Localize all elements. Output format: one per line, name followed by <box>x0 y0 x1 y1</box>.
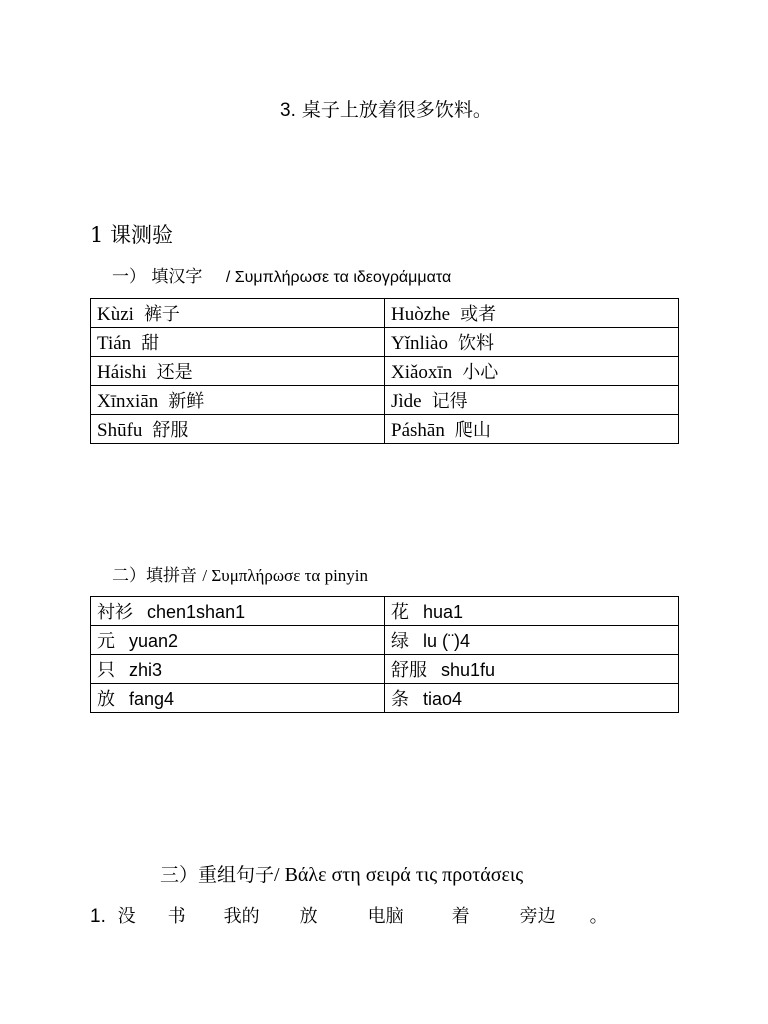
section-2-heading-chinese: 二）填拼音 <box>112 566 197 586</box>
cell-hanzi: 还是 <box>156 362 193 383</box>
table-row <box>91 684 679 713</box>
cell-hanzi: 元 <box>97 631 115 652</box>
table-cell <box>385 655 679 684</box>
cell-pinyin: Jìde <box>391 391 422 412</box>
reorder-word: 着 <box>451 906 470 927</box>
reorder-number: 1. <box>90 906 106 927</box>
table-cell <box>91 597 385 626</box>
sentence-number: 3. <box>280 100 296 121</box>
cell-hanzi: 绿 <box>391 631 409 652</box>
cell-hanzi: 放 <box>97 689 115 710</box>
section-1-heading-chinese: 一） 填汉字 <box>112 267 203 287</box>
table-cell <box>385 684 679 713</box>
table-row <box>91 328 679 357</box>
section-3-heading-greek: / Βάλε στη σειρά τις προτάσεις <box>274 864 524 886</box>
cell-pinyin: yuan2 <box>129 631 179 651</box>
cell-pinyin: chen1shan1 <box>147 602 246 622</box>
table-row <box>91 415 679 444</box>
table-cell <box>91 299 385 328</box>
section-3-heading-chinese: 三）重组句子 <box>160 864 275 886</box>
reorder-word: 我的 <box>223 906 260 927</box>
table-row <box>91 597 679 626</box>
table-row <box>91 299 679 328</box>
section-2-heading-greek: / Συμπλήρωσε τα pinyin <box>202 566 369 585</box>
table-cell <box>385 357 679 386</box>
reorder-word: 书 <box>167 906 186 927</box>
cell-pinyin: zhi3 <box>129 660 163 680</box>
table-cell <box>385 597 679 626</box>
cell-pinyin: Shūfu <box>97 420 143 441</box>
cell-pinyin: shu1fu <box>441 660 496 680</box>
cell-pinyin: lu (¨)4 <box>423 631 471 651</box>
reorder-exercise-1 <box>90 902 608 928</box>
cell-pinyin: Háishi <box>97 362 147 383</box>
section-2-heading <box>112 561 368 586</box>
section-3-heading <box>160 860 523 887</box>
cell-pinyin: fang4 <box>129 689 175 709</box>
table-cell <box>91 357 385 386</box>
cell-pinyin: Xiǎoxīn <box>391 362 453 383</box>
reorder-word: 没 <box>117 906 136 927</box>
table-cell <box>91 655 385 684</box>
reorder-word: 放 <box>299 906 318 927</box>
fill-pinyin-table <box>90 596 679 713</box>
reorder-word: 旁边 <box>519 906 556 927</box>
cell-hanzi: 舒服 <box>391 660 427 681</box>
cell-hanzi: 只 <box>97 660 115 681</box>
cell-hanzi: 条 <box>391 689 409 710</box>
cell-pinyin: Kùzi <box>97 304 134 325</box>
cell-hanzi: 爬山 <box>454 420 491 441</box>
table-cell <box>91 626 385 655</box>
cell-pinyin: Huòzhe <box>391 304 451 325</box>
cell-hanzi: 甜 <box>141 333 160 354</box>
table-cell <box>385 299 679 328</box>
cell-hanzi: 衬衫 <box>97 602 133 623</box>
table-cell <box>385 415 679 444</box>
cell-hanzi: 新鲜 <box>168 391 205 412</box>
cell-pinyin: Páshān <box>391 420 445 441</box>
cell-pinyin: hua1 <box>423 602 464 622</box>
cell-pinyin: Xīnxiān <box>97 391 159 412</box>
cell-pinyin: Tián <box>97 333 132 354</box>
table-row <box>91 655 679 684</box>
table-row <box>91 357 679 386</box>
table-cell <box>91 684 385 713</box>
cell-hanzi: 或者 <box>460 304 497 325</box>
table-cell <box>91 386 385 415</box>
example-sentence <box>280 95 492 122</box>
table-row <box>91 626 679 655</box>
table-cell <box>91 328 385 357</box>
fill-hanzi-table <box>90 298 679 444</box>
cell-pinyin: Yǐnliào <box>391 333 448 354</box>
reorder-word: 电脑 <box>367 906 404 927</box>
cell-hanzi: 饮料 <box>458 333 494 354</box>
cell-hanzi: 花 <box>391 602 409 623</box>
section-1-heading <box>112 262 451 287</box>
sentence-text: 桌子上放着很多饮料。 <box>301 99 492 121</box>
table-row <box>91 386 679 415</box>
section-1-heading-greek: / Συμπλήρωσε τα ιδεογράμματα <box>225 269 452 286</box>
lesson-title: 1 课测验 <box>90 223 174 247</box>
table-cell <box>385 626 679 655</box>
table-cell <box>385 328 679 357</box>
cell-pinyin: tiao4 <box>423 689 463 709</box>
cell-hanzi: 记得 <box>431 391 468 412</box>
table-cell <box>385 386 679 415</box>
cell-hanzi: 小心 <box>462 362 499 383</box>
cell-hanzi: 裤子 <box>143 304 180 325</box>
reorder-word: 。 <box>589 906 608 927</box>
table-cell <box>91 415 385 444</box>
cell-hanzi: 舒服 <box>152 420 189 441</box>
